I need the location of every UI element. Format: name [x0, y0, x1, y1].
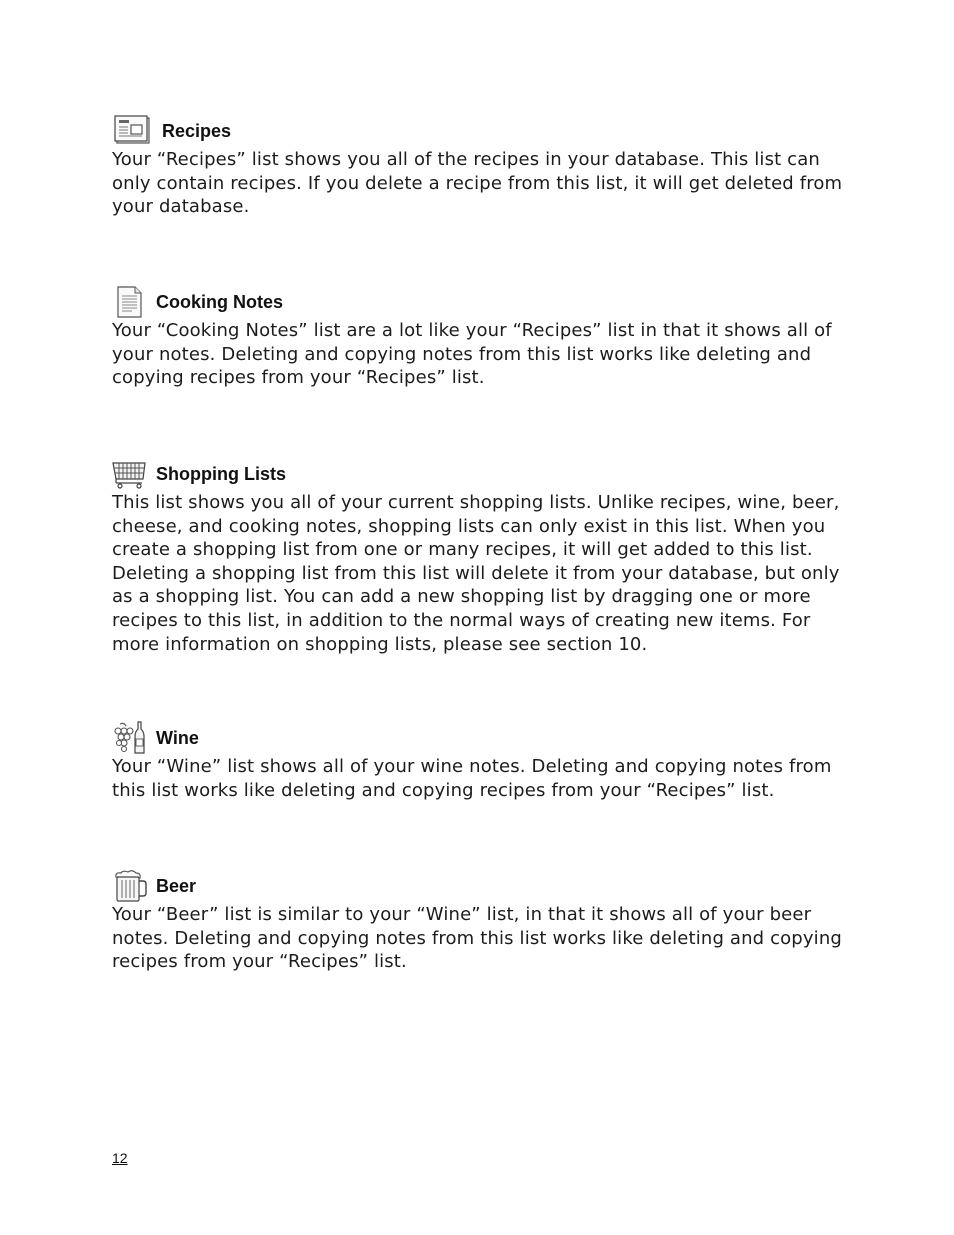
section-title: Beer [156, 875, 197, 896]
note-page-icon [112, 285, 152, 319]
section-title: Recipes [162, 120, 232, 141]
section-body: Your “Wine” list shows all of your wine notes. Deleting and copying notes from this list works like deleting and copying recipes from your “Recipes” list. [112, 756, 832, 801]
section-title: Cooking Notes [156, 291, 284, 312]
wine-grapes-bottle-icon [112, 721, 152, 755]
section-heading [112, 285, 852, 319]
section-heading [112, 721, 852, 755]
section-cooking-notes [112, 285, 852, 390]
section-body: Your “Recipes” list shows you all of the recipes in your database. This list can only contain recipes. If you delete a recipe from this list, it will get deleted from your database. [112, 149, 843, 218]
section-beer [112, 869, 852, 974]
section-heading [112, 869, 852, 903]
section-body: Your “Cooking Notes” list are a lot like your “Recipes” list in that it shows all of your notes. Deleting and copying notes from this list works like deleting and copying recipes from your “Recipes” list. [112, 320, 832, 389]
page-number: 12 [112, 1150, 128, 1166]
section-recipes [112, 114, 852, 219]
section-title: Wine [156, 727, 199, 748]
section-heading [112, 114, 852, 148]
section-wine [112, 721, 852, 802]
section-title: Shopping Lists [156, 463, 286, 484]
recipe-card-icon [112, 114, 158, 148]
section-shopping-lists [112, 457, 852, 656]
section-body: Your “Beer” list is similar to your “Wine” list, in that it shows all of your beer notes. Deleting and copying notes from this list works like deleting and copying recipes from your “Recipes” list. [112, 904, 842, 973]
shopping-cart-icon [112, 457, 152, 491]
section-heading [112, 457, 852, 491]
beer-mug-icon [112, 869, 152, 903]
section-body: This list shows you all of your current shopping lists. Unlike recipes, wine, beer, cheese, and cooking notes, shopping lists can only exist in this list. When you create a shopping list from one or many recipes, it will get added to this list. Deleting a shopping list from this list will delete it from your database, but only as a shopping list. You can add a new shopping list by dragging one or more recipes to this list, in addition to the normal ways of creating new items. For more information on shopping lists, please see section 10. [112, 492, 840, 655]
